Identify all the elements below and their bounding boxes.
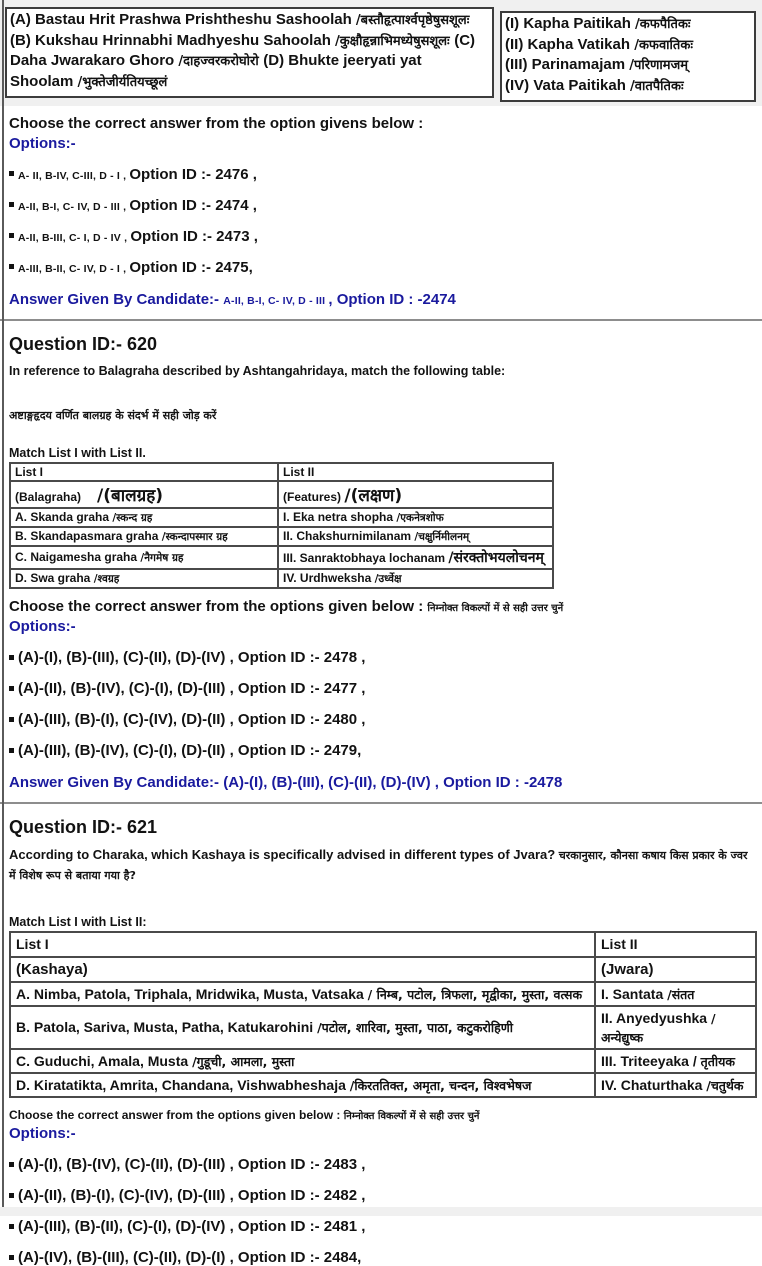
option-text: (A)-(I), (B)-(III), (C)-(II), (D)-(IV) , Option ID :- 2478 , xyxy=(18,649,366,667)
cell-hi: /चतुर्थक xyxy=(706,1078,744,1094)
cell-list2 xyxy=(595,1006,756,1049)
cell-list1 xyxy=(10,982,595,1006)
cell-list2 xyxy=(278,508,553,527)
option-combo: A-III, B-II, C- IV, D - I , xyxy=(18,262,130,275)
statement-b-en: (B) Kukshau Hrinnabhi Madhyeshu Sahoolah xyxy=(10,31,336,49)
table-header-row xyxy=(10,463,553,481)
bullet-icon xyxy=(9,686,14,691)
question-text xyxy=(9,845,756,885)
option-combo: A- II, B-IV, C-III, D - I , xyxy=(18,169,130,182)
answer-given-line xyxy=(9,774,756,791)
option-row xyxy=(9,197,756,214)
bullet-icon xyxy=(9,264,14,269)
cell-hi: /स्कन्दापस्मार ग्रह xyxy=(161,531,228,544)
bullet-icon xyxy=(9,1224,14,1229)
question-621-section xyxy=(0,817,762,1266)
section-separator xyxy=(0,319,762,321)
cell-list1 xyxy=(10,1049,595,1073)
table-row xyxy=(10,1073,756,1097)
cell-hi: /संतत xyxy=(667,987,695,1003)
cell-list1 xyxy=(10,527,278,546)
answer-label: Answer Given By Candidate:- xyxy=(9,290,224,308)
list2-item-hi: /कफपैतिकः xyxy=(635,17,691,32)
cell-hi: /किरततिक्त, अमृता, चन्दन, विश्वभेषज xyxy=(349,1078,532,1094)
option-row xyxy=(9,228,756,245)
option-row xyxy=(9,742,756,759)
match-table-620 xyxy=(9,462,554,589)
statement-c-hi: /दाहज्वरकरोघोरो xyxy=(178,54,264,70)
option-text: (A)-(III), (B)-(IV), (C)-(I), (D)-(II) , Option ID :- 2479, xyxy=(18,742,362,760)
option-text: (A)-(III), (B)-(I), (C)-(IV), (D)-(II) , Option ID :- 2480 , xyxy=(18,711,366,729)
cell-en: D. Kiratatikta, Amrita, Chandana, Vishwabheshaja xyxy=(16,1077,350,1094)
answer-given-line xyxy=(9,291,756,308)
table-row xyxy=(10,527,553,546)
header-list2: List II xyxy=(595,932,756,956)
option-row xyxy=(9,1218,756,1235)
option-row xyxy=(9,1187,756,1204)
statement-d-hi: /भुक्तेजीर्यतियच्छूलं xyxy=(77,75,168,91)
table-row xyxy=(10,546,553,569)
cell-en: D. Swa graha xyxy=(15,571,94,586)
list2-item-en: (II) Kapha Vatikah xyxy=(505,35,635,53)
option-text: (A)-(II), (B)-(I), (C)-(IV), (D)-(III) , Option ID :- 2482 , xyxy=(18,1187,366,1205)
match-list-label: Match List I with List II. xyxy=(9,446,146,461)
question-text-hi: अष्टाङ्गहृदय वर्णित बालग्रह के संदर्भ में सही जोड़ करें xyxy=(9,409,217,423)
statement-a-en: (A) Bastau Hrit Prashwa Prishtheshu Sashoolah xyxy=(10,11,356,28)
question-text-hi: चरकानुसार, कौनसा कषाय किस प्रकार के ज्वर में विशेष रूप से बताया गया है? xyxy=(9,849,748,883)
list2-item-en: (IV) Vata Paitikah xyxy=(505,77,631,95)
answer-id: , Option ID : -2474 xyxy=(328,290,456,308)
option-row xyxy=(9,711,756,728)
cell-list2 xyxy=(595,982,756,1006)
cell-hi: /श्वग्रह xyxy=(93,573,120,586)
subheader-en: (Balagraha) xyxy=(15,490,82,505)
question-id-heading: Question ID:- 620 xyxy=(9,333,158,354)
option-row xyxy=(9,680,756,697)
list2-item-en: (I) Kapha Paitikah xyxy=(505,15,636,32)
subheader-list2 xyxy=(278,481,553,508)
bullet-icon xyxy=(9,1162,14,1167)
match-table-621 xyxy=(9,931,757,1098)
option-row xyxy=(9,1156,756,1173)
subheader-list1 xyxy=(10,481,278,508)
header-list2: List II xyxy=(278,463,553,481)
cell-hi: /स्कन्द ग्रह xyxy=(112,512,153,525)
table-row xyxy=(10,1006,756,1049)
page-left-border xyxy=(2,0,4,1207)
option-text: (A)-(III), (B)-(II), (C)-(I), (D)-(IV) , Option ID :- 2481 , xyxy=(18,1218,366,1236)
table-subheader-row xyxy=(10,957,756,983)
cell-list2 xyxy=(278,569,553,588)
options-label: Options:- xyxy=(9,618,76,636)
choose-instruction xyxy=(9,1108,756,1122)
list2-item xyxy=(505,76,749,97)
header-list1: List I xyxy=(10,463,278,481)
options-label: Options:- xyxy=(9,1125,76,1143)
bullet-icon xyxy=(9,202,14,207)
option-id: Option ID :- 2476 , xyxy=(129,165,257,183)
statement-b-hi: /कुक्षौहृन्नाभिमध्येषुसशूलः xyxy=(335,33,455,49)
answer-text: (A)-(I), (B)-(III), (C)-(II), (D)-(IV) , Option ID : -2478 xyxy=(223,774,563,792)
section-separator xyxy=(0,802,762,804)
option-id: Option ID :- 2473 , xyxy=(130,227,258,245)
question-statement-section xyxy=(0,0,762,106)
cell-en: B. Patola, Sariva, Musta, Patha, Katukarohini xyxy=(16,1019,318,1036)
option-text: (A)-(II), (B)-(IV), (C)-(I), (D)-(III) , Option ID :- 2477 , xyxy=(18,680,366,698)
section-1-body xyxy=(0,115,762,308)
cell-list2 xyxy=(595,1049,756,1073)
statement-box-list2 xyxy=(500,11,756,102)
option-row xyxy=(9,166,756,183)
cell-en: C. Naigamesha graha xyxy=(15,550,141,565)
choose-en: Choose the correct answer from the options given below : xyxy=(9,598,428,616)
list2-item-hi: /परिणामजम् xyxy=(629,58,688,74)
statement-d-en: (D) Bhukte jeeryati yat Shoolam xyxy=(10,52,422,91)
bullet-icon xyxy=(9,233,14,238)
list2-item-en: (III) Parinamajam xyxy=(505,56,630,74)
table-row xyxy=(10,569,553,588)
cell-en: A. Nimba, Patola, Triphala, Mridwika, Musta, Vatsaka xyxy=(16,986,368,1003)
question-id-heading: Question ID:- 621 xyxy=(9,817,158,838)
list2-item-hi: /कफवातिकः xyxy=(634,37,693,53)
subheader-hi: /(बालग्रह) xyxy=(97,486,164,507)
cell-en: B. Skandapasmara graha xyxy=(15,529,162,544)
subheader-list1: (Kashaya) xyxy=(10,957,595,983)
cell-list1 xyxy=(10,1006,595,1049)
bullet-icon xyxy=(9,1193,14,1198)
question-620-section xyxy=(0,334,762,791)
choose-instruction: Choose the correct answer from the option givens below : xyxy=(9,114,424,132)
cell-list2 xyxy=(278,546,553,569)
statement-a-hi: /बस्तौहृत्पार्श्वपृष्ठेषुसशूलः xyxy=(355,13,470,28)
cell-hi: तृतीयक xyxy=(700,1053,735,1069)
choose-hi: निम्नोक्त विकल्पों में से सही उत्तर चुनें xyxy=(343,1111,480,1123)
cell-list1 xyxy=(10,569,278,588)
cell-hi: /संरक्तोभयलोचनम् xyxy=(448,550,544,567)
cell-hi: /नैगमेष ग्रह xyxy=(140,552,184,565)
option-row xyxy=(9,259,756,276)
cell-en: II. Chakshurnimilanam xyxy=(283,529,415,544)
table-subheader-row xyxy=(10,481,553,508)
cell-list1 xyxy=(10,546,278,569)
list2-item xyxy=(505,35,749,56)
header-list1: List I xyxy=(10,932,595,956)
cell-en: C. Guduchi, Amala, Musta xyxy=(16,1052,193,1069)
list2-item-hi: /वातपैतिकः xyxy=(630,79,684,95)
cell-list1 xyxy=(10,1073,595,1097)
bullet-icon xyxy=(9,171,14,176)
cell-en: II. Anyedyushka xyxy=(601,1010,711,1027)
cell-list2 xyxy=(278,527,553,546)
table-row xyxy=(10,508,553,527)
cell-hi: /चक्षुर्निमीलनम् xyxy=(414,531,470,544)
cell-en: A. Skanda graha xyxy=(15,510,113,525)
option-combo: A-II, B-III, C- I, D - IV , xyxy=(18,231,131,244)
cell-hi: / निम्ब, पटोल, त्रिफला, मृद्वीका, मुस्ता, वत्सक xyxy=(367,987,583,1003)
answer-combo: A-II, B-I, C- IV, D - III xyxy=(223,294,329,307)
option-row xyxy=(9,649,756,666)
cell-en: III. Triteeyaka / xyxy=(601,1052,701,1069)
choose-hi: निम्नोक्त विकल्पों में से सही उत्तर चुनें xyxy=(427,603,564,615)
bullet-icon xyxy=(9,748,14,753)
bullet-icon xyxy=(9,717,14,722)
cell-en: IV. Urdhweksha xyxy=(283,571,375,586)
cell-hi: /गुडूची, आमला, मुस्ता xyxy=(192,1053,295,1069)
statement-c-en: (C) Daha Jwarakaro Ghoro xyxy=(10,31,476,70)
choose-instruction xyxy=(9,598,756,615)
option-text: (A)-(I), (B)-(IV), (C)-(II), (D)-(III) , Option ID :- 2483 , xyxy=(18,1156,366,1174)
bullet-icon xyxy=(9,655,14,660)
list2-item xyxy=(505,55,749,76)
subheader-hi: /(लक्षण) xyxy=(344,486,403,507)
option-row xyxy=(9,1249,756,1266)
choose-en: Choose the correct answer from the options given below : xyxy=(9,1108,344,1123)
cell-hi: /पटोल, शारिवा, मुस्ता, पाठा, कटुकरोहिणी xyxy=(317,1020,513,1036)
subheader-list2: (Jwara) xyxy=(595,957,756,983)
option-id: Option ID :- 2475, xyxy=(129,258,253,276)
cell-en: I. Eka netra shopha xyxy=(283,510,397,525)
option-combo: A-II, B-I, C- IV, D - III , xyxy=(18,200,130,213)
bullet-icon xyxy=(9,1255,14,1260)
cell-list1 xyxy=(10,508,278,527)
options-label: Options:- xyxy=(9,134,76,152)
statement-box-list1 xyxy=(5,7,494,98)
cell-hi: /एकनेत्रशोफ xyxy=(396,512,444,525)
list2-item xyxy=(505,14,749,35)
cell-en: III. Sanraktobhaya lochanam xyxy=(283,551,449,566)
page-bottom-strip xyxy=(0,1207,762,1216)
cell-hi: /उर्ध्वेक्ष xyxy=(374,573,402,586)
cell-en: IV. Chaturthaka xyxy=(601,1077,707,1094)
cell-hi: /अन्येद्युष्क xyxy=(601,1011,716,1045)
option-text: (A)-(IV), (B)-(III), (C)-(II), (D)-(I) , Option ID :- 2484, xyxy=(18,1249,362,1266)
table-header-row xyxy=(10,932,756,956)
table-row xyxy=(10,982,756,1006)
answer-label: Answer Given By Candidate:- xyxy=(9,774,224,792)
cell-list2 xyxy=(595,1073,756,1097)
question-text-en: According to Charaka, which Kashaya is specifically advised in different types of Jvara? xyxy=(9,847,559,863)
cell-en: I. Santata xyxy=(601,986,668,1003)
option-id: Option ID :- 2474 , xyxy=(129,196,257,214)
match-list-label: Match List I with List II: xyxy=(9,915,147,930)
question-text-en: In reference to Balagraha described by Ashtangahridaya, match the following table: xyxy=(9,363,506,378)
table-row xyxy=(10,1049,756,1073)
subheader-en: (Features) xyxy=(283,490,345,505)
